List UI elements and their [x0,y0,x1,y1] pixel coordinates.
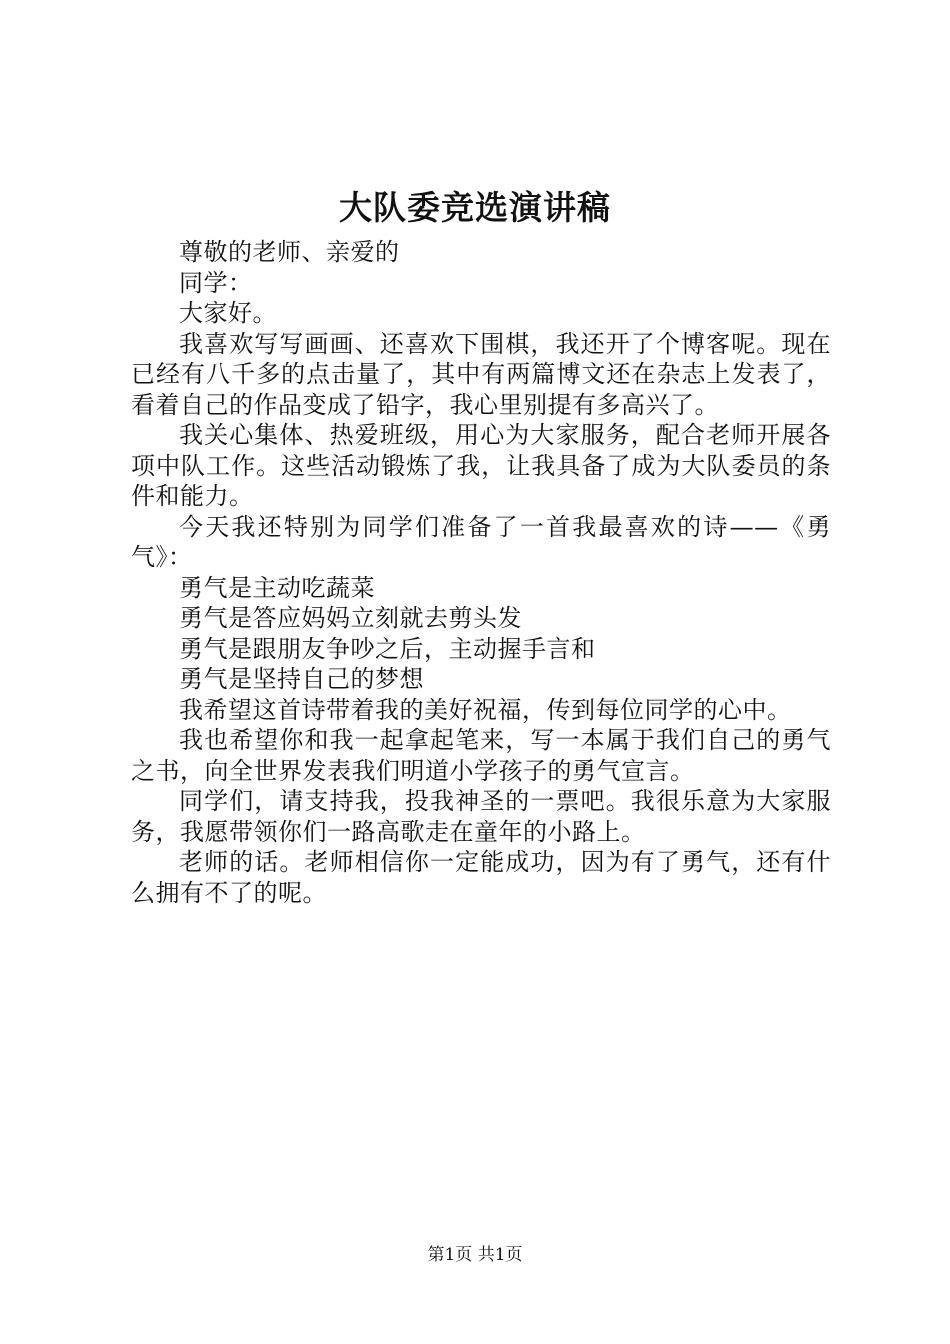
poem-line: 勇气是跟朋友争吵之后，主动握手言和 [179,634,596,663]
poem-line: 勇气是坚持自己的梦想 [179,665,424,693]
poem-line: 勇气是主动吃蔬菜 [179,573,375,602]
paragraph: 我希望这首诗带着我的美好祝福，传到每位同学的心中。 [179,695,792,724]
paragraph: 大家好。 [179,299,277,327]
paragraph: 我喜欢写写画画、还喜欢下围棋，我还开了个博客呢。现在已经有八千多的点击量了，其中有两篇博文还在杂志上发表了，看着自己的作品变成了铅字，我心里别提有多高兴了。 [131,329,831,419]
paragraph: 我也希望你和我一起拿起笔来，写一本属于我们自己的勇气之书，向全世界发表我们明道小学孩子的勇气宣言。 [131,726,831,785]
document-title: 大队委竞选演讲稿 [339,188,611,227]
paragraph: 尊敬的老师、亲爱的 [179,238,400,266]
paragraph: 我关心集体、热爱班级，用心为大家服务，配合老师开展各项中队工作。这些活动锻炼了我，让我具备了成为大队委员的条件和能力。 [131,421,831,510]
poem-line: 勇气是答应妈妈立刻就去剪头发 [179,604,522,632]
paragraph: 今天我还特别为同学们准备了一首我最喜欢的诗——《勇气》： [131,512,831,571]
document-body [131,237,831,908]
page-number-footer: 第1页 共1页 [427,1245,523,1265]
paragraph: 老师的话。老师相信你一定能成功，因为有了勇气，还有什么拥有不了的呢。 [131,848,831,907]
paragraph: 同学们，请支持我，投我神圣的一票吧。我很乐意为大家服务，我愿带领你们一路高歌走在童年的小路上。 [131,787,831,846]
paragraph: 同学： [179,268,253,297]
